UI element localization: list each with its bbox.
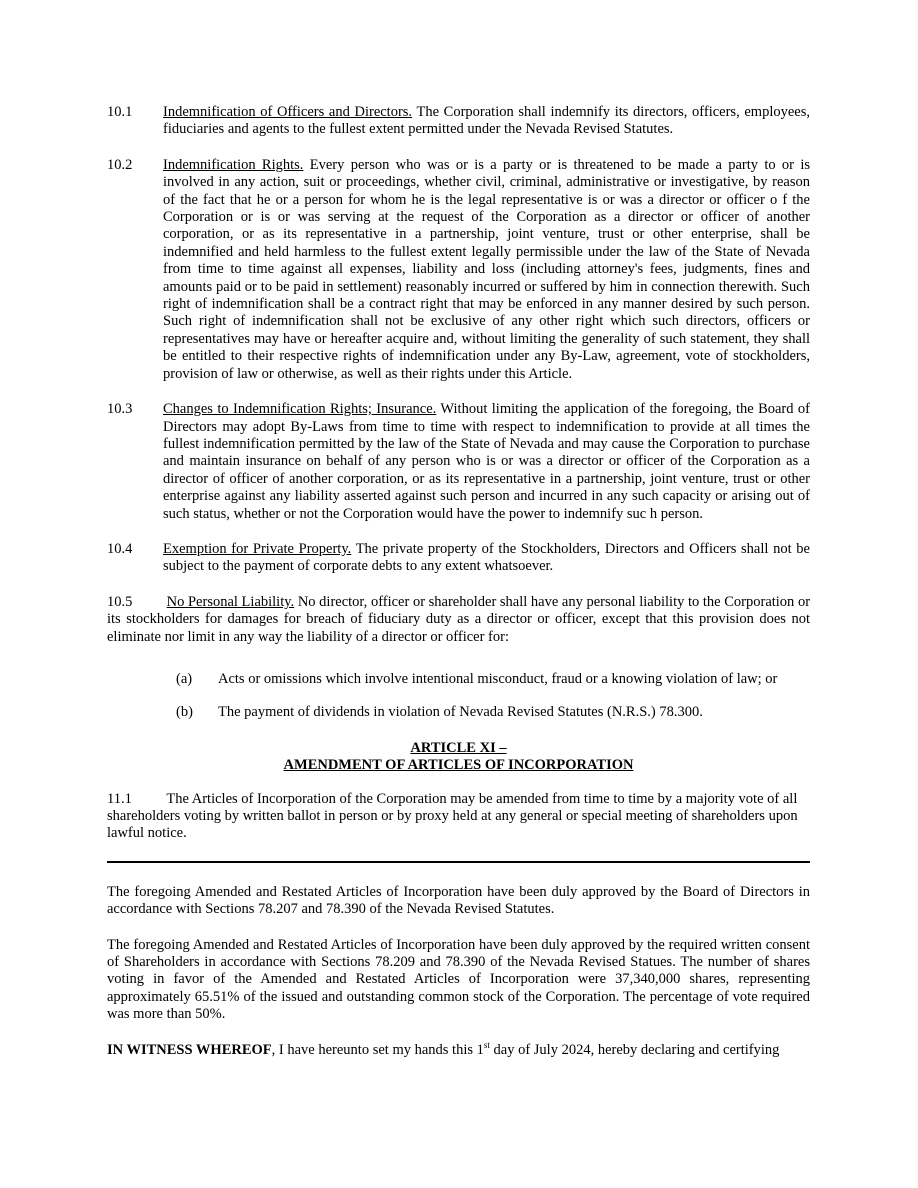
list-item-a [107, 671, 810, 688]
section-10-3-body: Without limiting the application of the foregoing, the Board of Directors may adopt By-Laws from time to time with respect to indemnification to provide at all times the fullest indemnification permitted by the law of the State of Nevada and may cause the Corporation to purchase and maintain insurance on behalf of any person who is or was a director or officer of the Corporation as a director of officer of another corporation, or as its representative in a partnership, joint venture, trust or other enterprise against any liability asserted against such person and incurred in any such capacity or arising out of such status, whether or not the Corporation would have the power to indemnify suc h person. [163, 401, 810, 522]
list-item-a-text: Acts or omissions which involve intentional misconduct, fraud or a knowing violation of law; or [218, 670, 778, 687]
approval-paragraph-2: The foregoing Amended and Restated Articles of Incorporation have been duly approved by the required written consent of Shareholders in accordance with Sections 78.209 and 78.390 of the Nevada Revised Statues. The number of shares voting in favor of the Amended and Restated Articles of Incorporation were 37,340,000 shares, representing approximately 65.51% of the issued and outstanding common stock of the Corporation. The percentage of vote required was more than 50%. [107, 936, 810, 1023]
section-10-4-body: The private property of the Stockholders, Directors and Officers shall not be subject to the payment of corporate debts to any extent whatsoever. [163, 540, 810, 575]
witness-clause-post: day of July 2024, hereby declaring and certifying [489, 1041, 780, 1058]
section-10-3-number: 10.3 [107, 401, 133, 418]
article-xi-heading-line2: AMENDMENT OF ARTICLES OF INCORPORATION [283, 757, 634, 774]
section-10-5-body: No director, officer or shareholder shall have any personal liability to the Corporation or its stockholders for damages for breach of fiduciary duty as a director or officer, except that this provision does not eliminate nor limit in any way the liability of a director or officer for: [107, 593, 811, 645]
section-10-4-number: 10.4 [107, 540, 133, 557]
section-11-1-number: 11.1 [107, 790, 132, 807]
section-10-4 [107, 541, 810, 576]
section-10-1-number: 10.1 [107, 104, 133, 120]
section-10-1 [107, 104, 810, 139]
section-10-5-heading: No Personal Liability. [166, 593, 295, 610]
witness-clause [107, 1039, 810, 1059]
witness-clause-superscript: st [483, 1039, 490, 1050]
list-item-b-text: The payment of dividends in violation of Nevada Revised Statutes (N.R.S.) 78.300. [218, 704, 703, 721]
section-10-1-heading: Indemnification of Officers and Directors. [163, 104, 413, 120]
article-xi-heading-line1: ARTICLE XI – [410, 739, 507, 756]
article-xi-heading [107, 740, 810, 775]
section-10-5-number: 10.5 [107, 593, 133, 610]
section-10-2-heading: Indemnification Rights. [163, 156, 304, 173]
section-10-2-number: 10.2 [107, 156, 133, 173]
list-item-b [107, 704, 810, 721]
witness-clause-pre: , I have hereunto set my hands this 1 [271, 1041, 484, 1058]
approval-paragraph-1: The foregoing Amended and Restated Articles of Incorporation have been duly approved by the Board of Directors in accordance with Sections 78.207 and 78.390 of the Nevada Revised Statutes. [107, 883, 810, 918]
section-11-1 [107, 791, 810, 843]
section-divider [107, 861, 810, 863]
witness-clause-bold: IN WITNESS WHEREOF [107, 1041, 272, 1058]
list-item-a-label: (a) [176, 670, 193, 687]
section-10-3-heading: Changes to Indemnification Rights; Insurance. [163, 401, 437, 418]
section-10-2 [107, 157, 810, 383]
list-item-b-label: (b) [176, 704, 193, 721]
section-10-5 [107, 594, 810, 646]
section-10-4-heading: Exemption for Private Property. [163, 540, 352, 557]
section-10-3 [107, 401, 810, 523]
section-11-1-text: The Articles of Incorporation of the Corporation may be amended from time to time by a majority vote of all shareholders voting by written ballot in person or by proxy held at any general or special meeting of shareholders upon lawful notice. [107, 790, 798, 842]
section-10-1-body: The Corporation shall indemnify its directors, officers, employees, fiduciaries and agents to the fullest extent permitted under the Nevada Revised Statutes. [163, 104, 810, 138]
section-10-2-body: Every person who was or is a party or is threatened to be made a party to or is involved in any action, suit or proceedings, whether civil, criminal, administrative or investigative, by reason of the fact that he or a person for whom he is the legal representative is or was a director or officer o f the Corporation or is or was serving at the request of the Corporation as a director or officer of another corporation, or as its representative in a partnership, joint venture, trust or other enterprise, shall be indemnified and held harmless to the fullest extent legally permissible under the law of the State of Nevada from time to time against all expenses, liability and loss (including attorney's fees, judgments, fines and amounts paid or to be paid in settlement) reasonably incurred or suffered by him in connection therewith. Such right of indemnification shall be a contract right that may be enforced in any manner desired by such person. Such right of indemnification shall not be exclusive of any other right which such directors, officers or representatives may have or hereafter acquire and, without limiting the generality of such statement, they shall be entitled to their respective rights of indemnification under any By-Law, agreement, vote of stockholders, provision of law or otherwise, as well as their rights under this Article. [163, 156, 811, 382]
